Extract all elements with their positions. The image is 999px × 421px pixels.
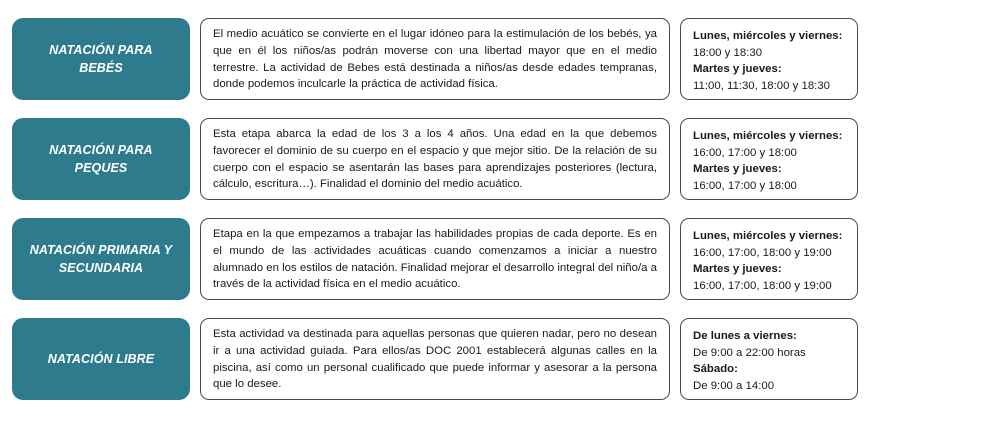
schedule-times: 16:00, 17:00 y 18:00 [693,179,797,192]
activity-schedule-box [680,318,858,400]
activity-row-primaria-secundaria [12,218,988,300]
schedule-times: 16:00, 17:00, 18:00 y 19:00 [693,246,832,259]
schedule-times: 16:00, 17:00, 18:00 y 19:00 [693,279,832,292]
schedule-heading: De lunes a viernes: [693,330,797,342]
schedule-heading: Martes y jueves: [693,263,782,276]
activity-schedule-box [680,218,858,300]
activity-row-peques [12,118,988,200]
schedule-times: 16:00, 17:00 y 18:00 [693,146,797,159]
activity-description-box [200,118,670,200]
schedule-times: 18:00 y 18:30 [693,46,763,59]
activity-row-libre [12,318,988,400]
activity-schedule-box [680,18,858,100]
activity-description-box [200,18,670,100]
activity-description: El medio acuático se convierte en el lugar idóneo para la estimulación de los bebés, ya que en él los niños/as podrán moverse con una libertad mayor que en el medio terrestre. La actividad de Bebes está destinada a niños/as desde edades tempranas, donde podemos inculcarle la práctica de actividad física. [213,28,657,91]
activity-title-box [12,318,190,400]
schedule-heading: Martes y jueves: [693,63,782,76]
schedule-heading: Lunes, miércoles y viernes: [693,30,843,42]
activity-title-box [12,118,190,200]
activity-row-bebes [12,18,988,100]
schedule-heading: Martes y jueves: [693,163,782,176]
schedule-times: De 9:00 a 14:00 [693,379,775,392]
schedule-heading: Sábado: [693,363,738,376]
activity-title-box [12,18,190,100]
schedule-heading: Lunes, miércoles y viernes: [693,130,843,142]
activity-title: NATACIÓN PARA PEQUES [49,143,153,175]
schedule-times: 11:00, 11:30, 18:00 y 18:30 [693,79,831,92]
activity-description: Etapa en la que empezamos a trabajar las habilidades propias de cada deporte. Es en el mundo de las actividades acuáticas cuando comenzamos a iniciar a nuestro alumnado en los estilos de natación. Finalidad mejorar el desarrollo integral del niño/a a través de la actividad física en el medio acuático. [213,228,657,291]
activity-description-box [200,318,670,400]
activity-description-box [200,218,670,300]
activity-title: NATACIÓN LIBRE [47,352,155,366]
activity-title-box [12,218,190,300]
activity-description: Esta actividad va destinada para aquellas personas que quieren nadar, pero no desean ir a una actividad guiada. Para ellos/as DOC 2001 establecerá algunas calles en la piscina, así como un personal cualificado que puede informar y asesorar a la persona que lo desee. [213,328,657,391]
schedule-times: De 9:00 a 22:00 horas [693,346,806,359]
activity-description: Esta etapa abarca la edad de los 3 a los 4 años. Una edad en la que debemos favorecer el dominio de su cuerpo en el espacio y que mejor sitio. De la relación de su cuerpo con el espacio se asentarán las bases para aprendizajes posteriores (lectura, cálculo, escritura…). Finalidad el dominio del medio acuático. [213,128,657,191]
activity-title: NATACIÓN PRIMARIA Y SECUNDARIA [29,243,173,275]
schedule-heading: Lunes, miércoles y viernes: [693,230,843,242]
activity-schedule-box [680,118,858,200]
activity-title: NATACIÓN PARA BEBÉS [49,43,153,75]
